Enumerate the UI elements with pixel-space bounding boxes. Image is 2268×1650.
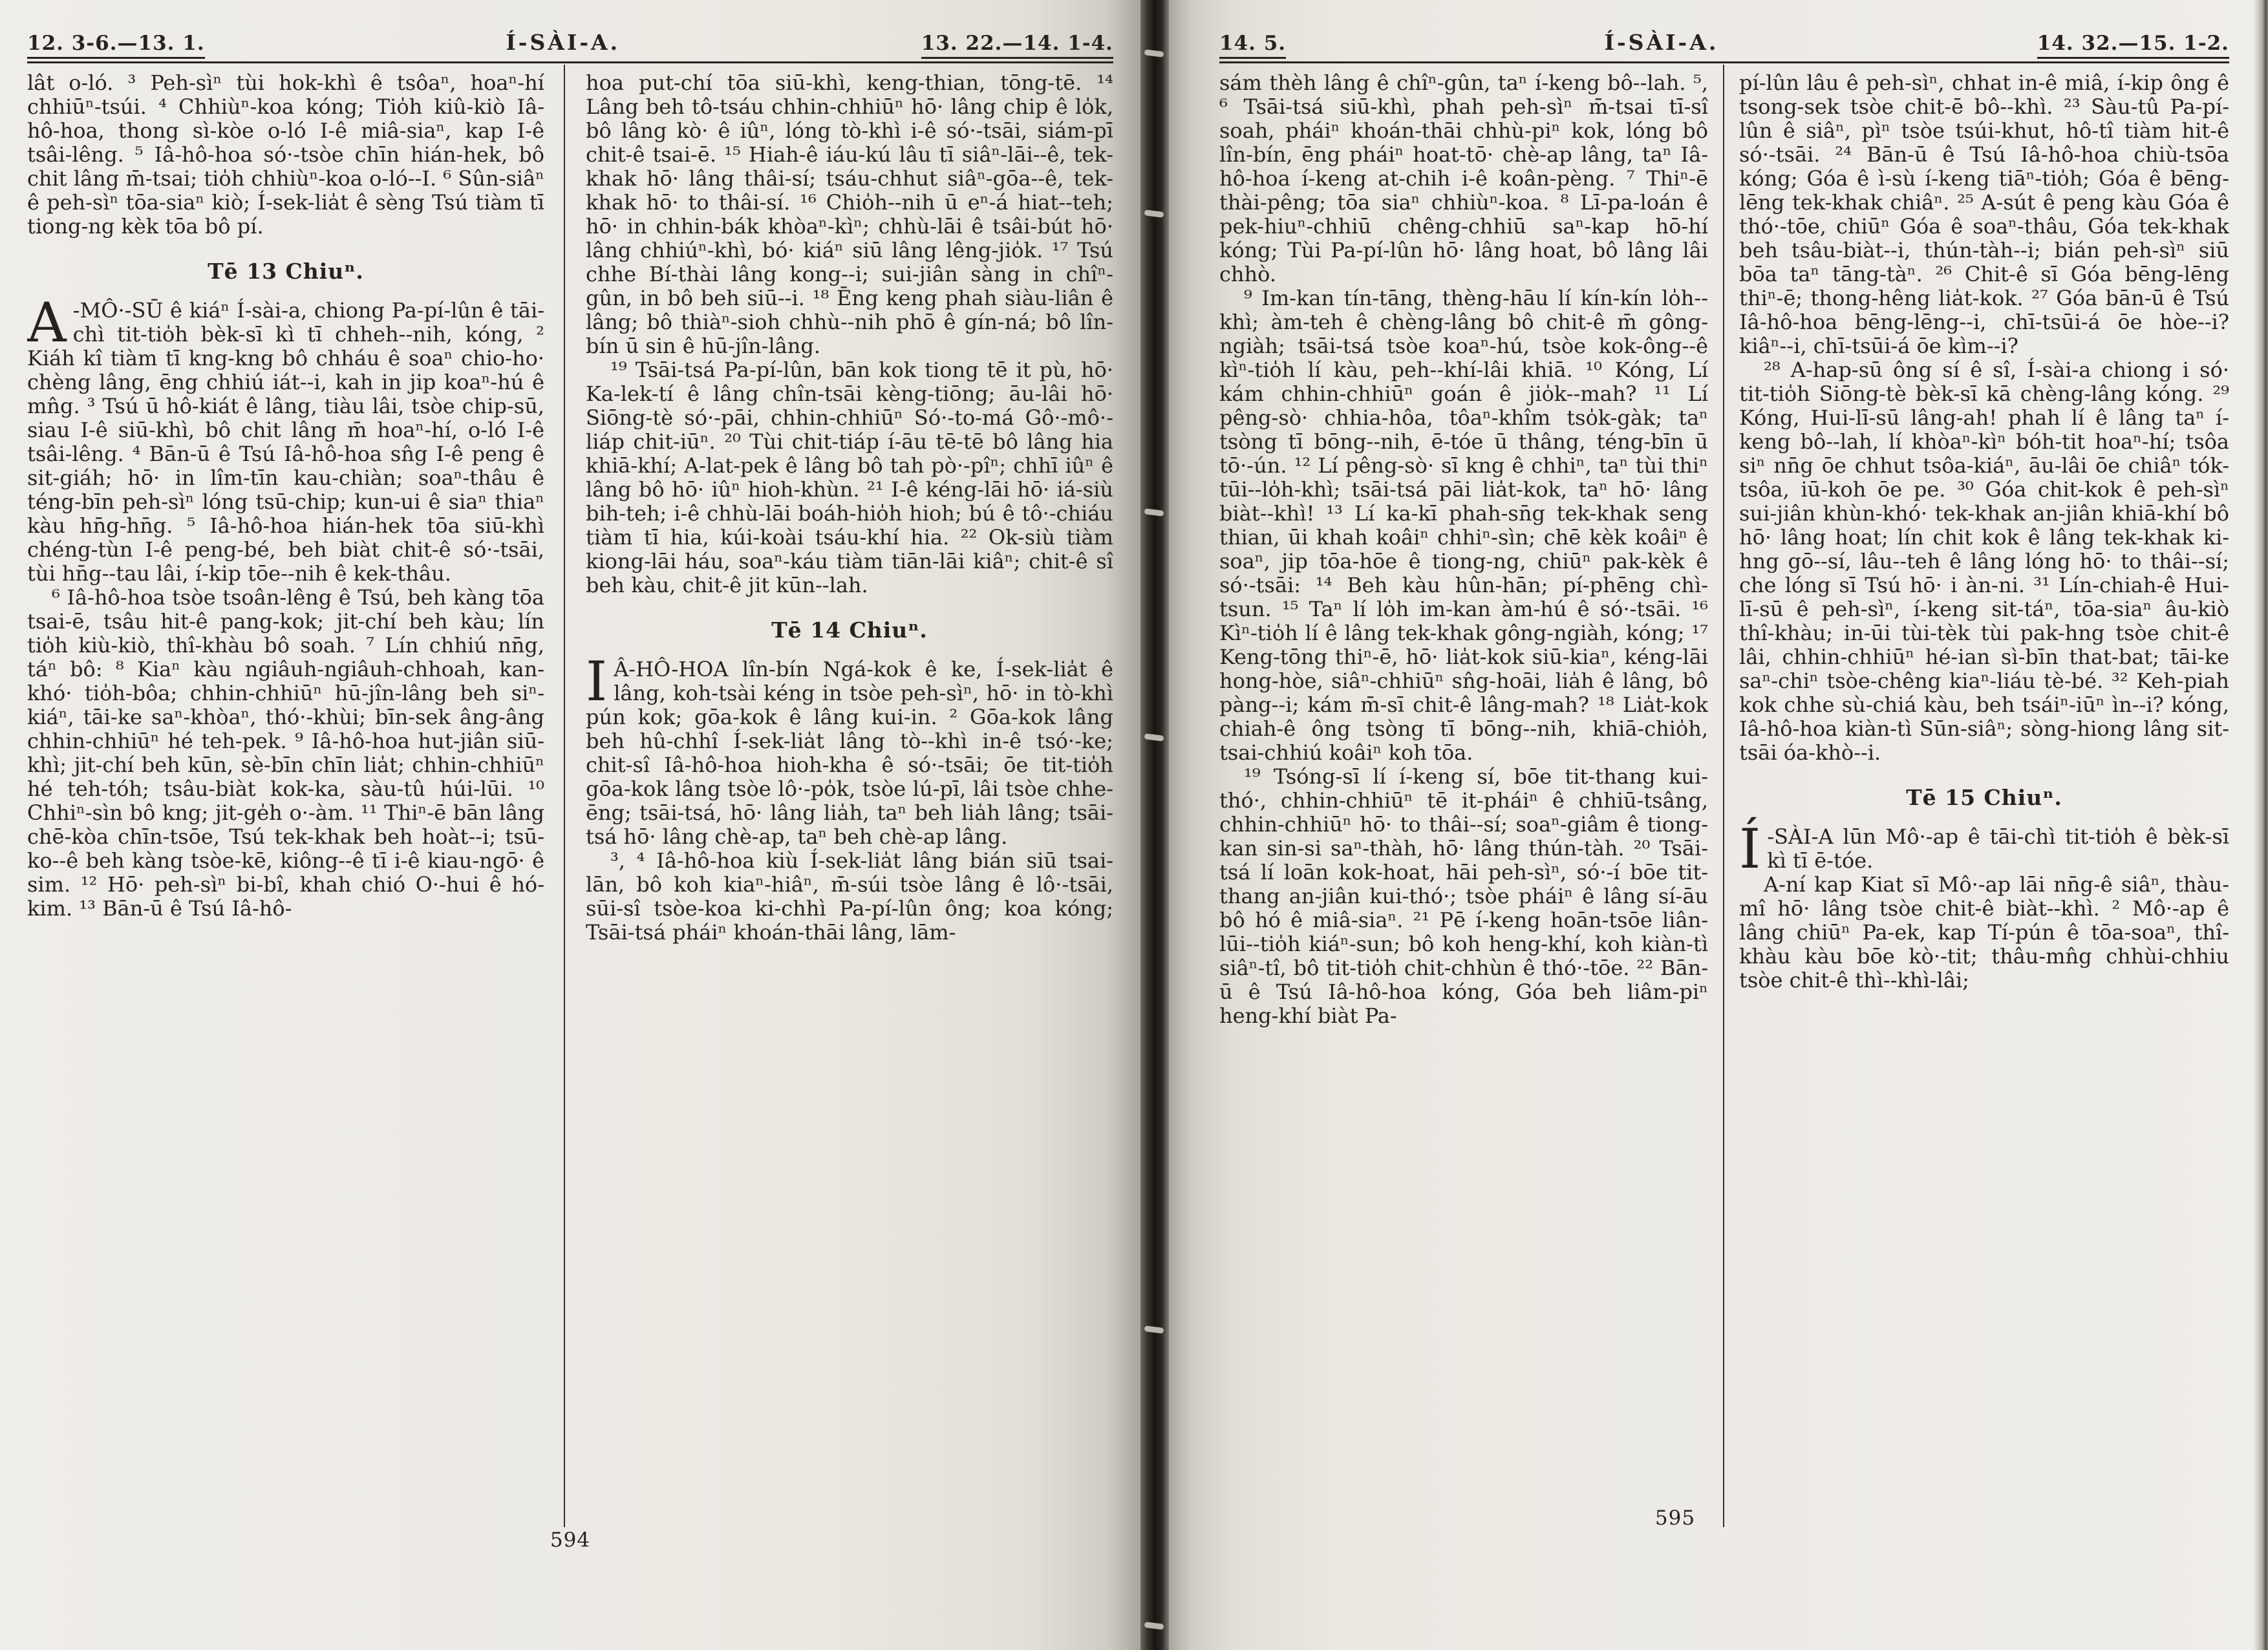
dropcap-letter: Í (1739, 817, 1761, 881)
body-paragraph: lât o-ló. ³ Peh-sìⁿ tùi hok-khì ê tsôaⁿ, hoaⁿ-hí chhiūⁿ-tsúi. ⁴ Chhiùⁿ-koa kóng; Tio̍h kiû-kiò Iâ-hô-hoa, thong sì-kòe o-ló I-ê miâ-siaⁿ, kap I-ê tsâi-lêng. ⁵ Iâ-hô-hoa só·-tsòe chīn hián-hek, bô chit lâng m̄-tsai; tio̍h chhiùⁿ-koa o-ló--I. ⁶ Sûn-siâⁿ ê peh-sìⁿ tōa-siaⁿ kiò; Í-sek-lia̍t ê sèng Tsú tiàm tī tiong-ng kèk tōa bô pí. (27, 71, 544, 239)
chapter-opening-paragraph: Í -SÀI-A lūn Mô·-ap ê tāi-chì tit-tio̍h ê bèk-sī kì tī ē-tóe. (1739, 817, 2229, 881)
column-divider (1723, 65, 1724, 1527)
header-rule (27, 61, 1113, 63)
binding-stitch (1144, 1325, 1164, 1334)
chapter-heading: Tē 13 Chiuⁿ. (208, 259, 364, 284)
body-paragraph: ⁶ Iâ-hô-hoa tsòe tsoân-lêng ê Tsú, beh kàng tōa tsai-ē, tsâu hit-ê pang-kok; jit-chí beh kàu; lín tio̍h kiù-kiò, thî-khàu bô soah. ⁷ Lín chhiú nn̄g, táⁿ bô: ⁸ Kiaⁿ kàu ngiâuh-ngiâuh-chhoah, kan-khó· tio̍h-bôa; chhin-chhiūⁿ hū-jîn-lâng beh siⁿ-kiáⁿ, tāi-ke saⁿ-khòaⁿ, thó·-khùi; bīn-sek âng-âng chhin-chhiūⁿ hé teh-pek. ⁹ Iâ-hô-hoa hut-jiân siū-khì; jit-chí beh kūn, sè-bīn chīn lia̍t; chhin-chhiūⁿ hé teh-tóh; tsâu-biàt kok-ka, sàu-tû húi-lūi. ¹⁰ Chhiⁿ-sìn bô kng; jit-ge̍h o·-àm. ¹¹ Thiⁿ-ē bān lâng chē-kòa chīn-tsōe, Tsú tek-khak beh hoàt--i; tsū-ko--ê beh kàng tsòe-kē, kiông--ê tī i-ê kiau-ngō· ê sim. ¹² Hō· peh-sìⁿ bi-bî, khah chió O·-hui ê hó-kim. ¹³ Bān-ū ê Tsú Iâ-hô- (27, 585, 544, 921)
dropcap-letter: A (27, 291, 67, 354)
body-paragraph: ³, ⁴ Iâ-hô-hoa kiù Í-sek-lia̍t lâng bián siū tsai-lān, bô koh kiaⁿ-hiâⁿ, m̄-súi tsòe lâng ê lô·-tsāi, sūi-sî tsòe-koa ki-chhì Pa-pí-lûn ông; koa kóng; Tsāi-tsá pháiⁿ khoán-thāi lâng, lām- (586, 848, 1113, 945)
header-rule (1219, 61, 2229, 63)
verse-ref-top-right: 13. 22.—14. 1-4. (921, 32, 1113, 59)
body-paragraph: ²⁸ A-hap-sū ông sí ê sî, Í-sài-a chiong i só· tit-tio̍h Siōng-tè bèk-sī kā chèng-lâng kóng. ²⁹ Kóng, Hui-lī-sū lâng-ah! phah lí ê lâng taⁿ í-keng bô--lah, lí khòaⁿ-kìⁿ bóh-tit hoaⁿ-hí; tsôa siⁿ nn̄g ōe chhut tsôa-kiáⁿ, āu-lâi ōe chiâⁿ tók-tsôa, iū-koh ōe pe. ³⁰ Góa chit-kok ê peh-sìⁿ sui-jiân khùn-khó· tek-khak an-jiân khiā-khí bô hō· lâng hoat; lín chit kok ê lâng tek-khak ki-hng gō--sí, lâu--teh ê lâng lóng hō· to thâi--sí; che lóng sī Tsú hō· i àn-ni. ³¹ Lín-chiah-ê Hui-lī-sū ê peh-sìⁿ, í-keng sit-táⁿ, tōa-siaⁿ âu-kiò thî-khàu; in-ūi tùi-tèk tùi pak-hng tsòe chit-ê lâi, chhin-chhiūⁿ hé-ian sì-bīn that-bat; tāi-ke saⁿ-chiⁿ tsòe-chêng kiaⁿ-liáu tè-bé. ³² Keh-piah kok chhe sù-chiá kàu, beh tsáiⁿ-iūⁿ ìn--i? kóng, Iâ-hô-hoa kiàn-tì Sūn-siâⁿ; sòng-hiong lâng sit-tsāi óa-khò--i. (1739, 358, 2229, 765)
verse-ref-top-right: 14. 32.—15. 1-2. (2037, 32, 2229, 59)
text-column-left-1 (27, 71, 544, 1525)
dropcap-letter: I (586, 650, 608, 713)
chapter-heading: Tē 15 Chiuⁿ. (1906, 785, 2062, 810)
chapter-heading: Tē 14 Chiuⁿ. (771, 617, 928, 643)
scan-edge-shadow (2254, 0, 2268, 1650)
book-title-right-page: Í-SÀI-A. (1604, 30, 1719, 55)
column-divider (564, 65, 565, 1527)
page-number-left: 594 (550, 1528, 591, 1552)
verse-ref-top-left: 14. 5. (1219, 32, 1286, 59)
binding-stitch (1144, 1622, 1164, 1630)
body-paragraph: hoa put-chí tōa siū-khì, keng-thian, tōng-tē. ¹⁴ Lâng beh tô-tsáu chhin-chhiūⁿ hō· lâng chip ê lo̍k, bô lâng kò· ê iûⁿ, lóng tò-khì i-ê só·-tsāi, siám-pī chit-ê tsai-ē. ¹⁵ Hiah-ê iáu-kú lâu tī siâⁿ-lāi--ê, tek-khak hō· lâng thâi-sí; tsáu-chhut siâⁿ-gōa--ê, tek-khak hō· to thâi-sí. ¹⁶ Chio̍h--nih ū eⁿ-á hiat--teh; hō· in chhin-bák khòaⁿ-kìⁿ; chhù-lāi ê tsâi-bút hō· lâng chhiúⁿ-khì, bó· kiáⁿ siū lâng lêng-jio̍k. ¹⁷ Tsú chhe Bí-thài lâng kong--i; sui-jiân sàng in chîⁿ-gûn, in bô beh siū--i. ¹⁸ Ēng keng phah siàu-liân ê lâng; bô thiàⁿ-sioh chhù--nih phō ê gín-ná; bô lîn-bín ū sin ê hū-jîn-lâng. (586, 71, 1113, 358)
page-number-right: 595 (1654, 1506, 1696, 1530)
binding-stitch (1144, 49, 1164, 58)
running-head-left (27, 30, 1113, 59)
book-title-left-page: Í-SÀI-A. (506, 30, 621, 55)
body-paragraph: ⁹ Im-kan tín-tāng, thèng-hāu lí kín-kín lo̍h--khì; àm-teh ê chèng-lâng bô chit-ê m̄ gông-ngiàh; tsāi-tsá tsòe koaⁿ-hú, tsòe kok-ông--ê kìⁿ-tio̍h lí kàu, peh--khí-lâi khiā. ¹⁰ Kóng, Lí kám chhin-chhiūⁿ goán ê jio̍k--mah? ¹¹ Lí pêng-sò· chhia-hôa, tôaⁿ-khîm tso̍k-gàk; taⁿ tsòng tī bōng--nih, ē-tóe ū thâng, téng-bīn ū tō·-ún. ¹² Lí pêng-sò· sī kng ê chhiⁿ, taⁿ tùi thiⁿ tūi--lo̍h-khì; tsāi-tsá pāi lia̍t-kok, taⁿ hō· lâng biàt--khì! ¹³ Lí ka-kī phah-sn̄g tek-khak seng thian, ūi khah koâiⁿ chhiⁿ-sìn; chē kèk koâiⁿ ê soaⁿ, jip tōa-hōe ê tiong-ng, chiūⁿ pak-kèk ê só·-tsāi: ¹⁴ Beh kàu hûn-hān; pí-phēng chì-tsun. ¹⁵ Taⁿ lí lo̍h im-kan àm-hú ê só·-tsāi. ¹⁶ Kìⁿ-tio̍h lí ê lâng tek-khak gông-ngiàh, kóng; ¹⁷ Keng-tōng thiⁿ-ē, hō· lia̍t-kok siū-kiaⁿ, kéng-lāi hong-hòe, siâⁿ-chhiūⁿ sn̂g-hoāi, lia̍h ê lâng, bô pàng--i; kám m̄-sī chit-ê lâng-mah? ¹⁸ Lia̍t-kok chiah-ê ông tsòng tī bōng--nih, khiā-chio̍h, tsai-chhiú koâiⁿ koh tōa. (1219, 286, 1708, 765)
running-head-right (1219, 30, 2229, 59)
verse-ref-top-left: 12. 3-6.—13. 1. (27, 32, 205, 59)
text-column-right-1 (1219, 71, 1708, 1525)
binding-stitch (1144, 508, 1164, 517)
body-paragraph: sám thèh lâng ê chîⁿ-gûn, taⁿ í-keng bô--lah. ⁵, ⁶ Tsāi-tsá siū-khì, phah peh-sìⁿ m̄-tsai tī-sî soah, pháiⁿ khoán-thāi chhù-piⁿ kok, lóng bô lîn-bín, ēng pháiⁿ hoat-tō· chè-ap lâng, taⁿ Iâ-hô-hoa í-keng at-chih i-ê koân-pèng. ⁷ Thiⁿ-ē thài-pêng; tōa siaⁿ chhiùⁿ-koa. ⁸ Lī-pa-loán ê pek-hiuⁿ-chhiū chêng-chhiū saⁿ-kap hō-hí kóng; Tùi Pa-pí-lûn hō· lâng hoat, bô lâng lâi chhò. (1219, 71, 1708, 286)
body-paragraph: pí-lûn lâu ê peh-sìⁿ, chhat in-ê miâ, í-kip ông ê tsong-sek tsòe chit-ē bô--khì. ²³ Sàu-tû Pa-pí-lûn ê siâⁿ, pìⁿ tsòe tsúi-khut, hô-tî tiàm hit-ê só·-tsāi. ²⁴ Bān-ū ê Tsú Iâ-hô-hoa chiù-tsōa kóng; Góa ê ì-sù í-keng tiāⁿ-tio̍h; Góa ê bēng-lēng tek-khak chiâⁿ. ²⁵ A-sút ê peng kàu Góa ê thó·-tōe, chiūⁿ Góa ê soaⁿ-thâu, Góa tek-khak beh tsâu-biàt--i, thún-tàh--i; bián peh-sìⁿ siū bōa taⁿ tāng-tàⁿ. ²⁶ Chit-ê sī Góa bēng-lēng thiⁿ-ē; thong-hêng lia̍t-kok. ²⁷ Góa bān-ū ê Tsú Iâ-hô-hoa bēng-lēng--i, chī-tsūi-á ōe hòe--i? kiâⁿ--i, chī-tsūi-á ōe kìm--i? (1739, 71, 2229, 358)
binding-stitch (1144, 733, 1164, 742)
book-binding-gutter (1140, 0, 1169, 1650)
body-paragraph: ¹⁹ Tsāi-tsá Pa-pí-lûn, bān kok tiong tē it pù, hō· Ka-lek-tí ê lâng chîn-tsāi kèng-tiōng; āu-lâi hō· Siōng-tè só·-pāi, chhin-chhiūⁿ Só·-to-má Gô·-mô·-liáp chit-iūⁿ. ²⁰ Tùi chit-tiáp í-āu tē-tē bô lâng hia khiā-khí; A-lat-pek ê lâng bô tah pò·-pîⁿ; chhī iûⁿ ê lâng bô hō· iûⁿ hioh-khùn. ²¹ I-ê kéng-lāi hō· iá-siù bih-teh; i-ê chhù-lāi boáh-hio̍h hioh; bú ê tô·-chiáu tiàm tī hia, kúi-koài tsáu-khí hia. ²² Ok-siù tiàm kiong-lāi háu, soaⁿ-káu tiàm tiān-lāi kiâⁿ; chit-ê sî beh kàu, chit-ê jit kūn--lah. (586, 358, 1113, 597)
body-paragraph: A-ní kap Kiat sī Mô·-ap lāi nn̄g-ê siâⁿ, thàu-mî hō· lâng tsòe chit-ê biàt--khì. ² Mô·-ap ê lâng chiūⁿ Pa-ek, kap Tí-pún ê tōa-soaⁿ, thî-khàu kàu bōe kò·-tit; thâu-mn̂g chhùi-chhiu tsòe chit-ê thì--khì-lâi; (1739, 872, 2229, 992)
chapter-opening-paragraph: A -MÔ·-SŪ ê kiáⁿ Í-sài-a, chiong Pa-pí-lûn ê tāi-chì tit-tio̍h bèk-sī kì tī chheh--nih, kóng, ² Kiáh kî tiàm tī kng-kng bô chháu ê soaⁿ chio-ho· chèng lâng, ēng chhiú iát--i, kah in jip koaⁿ-hú ê mn̂g. ³ Tsú ū hô-kiát ê lâng, tiàu lâi, tsòe chip-sū, siau I-ê siū-khì, bô chit lâng m̄ hoaⁿ-hí, o-ló I-ê tsâi-lêng. ⁴ Bān-ū ê Tsú Iâ-hô-hoa sn̂g I-ê peng ê sit-giáh; hō· in lîm-tīn kau-chiàn; soaⁿ-thâu ê téng-bīn peh-sìⁿ lóng tsū-chip; kun-ui ê siaⁿ thiaⁿ kàu hn̄g-hn̄g. ⁵ Iâ-hô-hoa hián-hek tōa siū-khì chéng-tùn I-ê peng-bé, beh biàt chit-ê só·-tsāi, tùi hn̄g--tau lâi, í-kip tōe--nih ê kek-thâu. (27, 291, 544, 586)
binding-stitch (1144, 209, 1164, 218)
chapter-opening-paragraph: I Â-HÔ-HOA lîn-bín Ngá-kok ê ke, Í-sek-lia̍t ê lâng, koh-tsài kéng in tsòe peh-sìⁿ, hō· in tò-khì pún kok; gōa-kok ê lâng kui-in. ² Gōa-kok lâng beh hû-chhî Í-sek-lia̍t lâng tò--khì in-ê tsó·-ke; chit-sî Iâ-hô-hoa hioh-kha ê só·-tsāi; ōe tit-tio̍h gōa-kok lâng tsòe lô·-po̍k, tsòe lú-pī, lâi tsòe chhe-ēng; tsāi-tsá, hō· lâng lia̍h, taⁿ beh lia̍h lâng; tsāi-tsá hō· lâng chè-ap, taⁿ beh chè-ap lâng. (586, 650, 1113, 849)
page-right (1169, 0, 2268, 1650)
text-column-right-2 (1739, 71, 2229, 1525)
text-column-left-2 (586, 71, 1113, 1525)
body-paragraph: ¹⁹ Tsóng-sī lí í-keng sí, bōe tit-thang kui-thó·, chhin-chhiūⁿ tē it-pháiⁿ ê chhiū-tsâng, chhin-chhiūⁿ hō· to thâi--sí; soaⁿ-giâm ê tiong-kan sin-si saⁿ-thàh, hō· lâng thún-tàh. ²⁰ Tsāi-tsá lí loān kok-hoat, hāi peh-sìⁿ, só·-í bōe tit-thang an-jiân kui-thó·; tsòe pháiⁿ ê lâng sí-āu bô hó ê miâ-siaⁿ. ²¹ Pē í-keng hoān-tsōe liân-lūi--tio̍h kiáⁿ-sun; bô koh heng-khí, koh kiàn-tì siâⁿ-tî, bô tit-tio̍h chit-chhùn ê thó·-tōe. ²² Bān-ū ê Tsú Iâ-hô-hoa kóng, Góa beh liâm-piⁿ heng-khí biàt Pa- (1219, 764, 1708, 1028)
